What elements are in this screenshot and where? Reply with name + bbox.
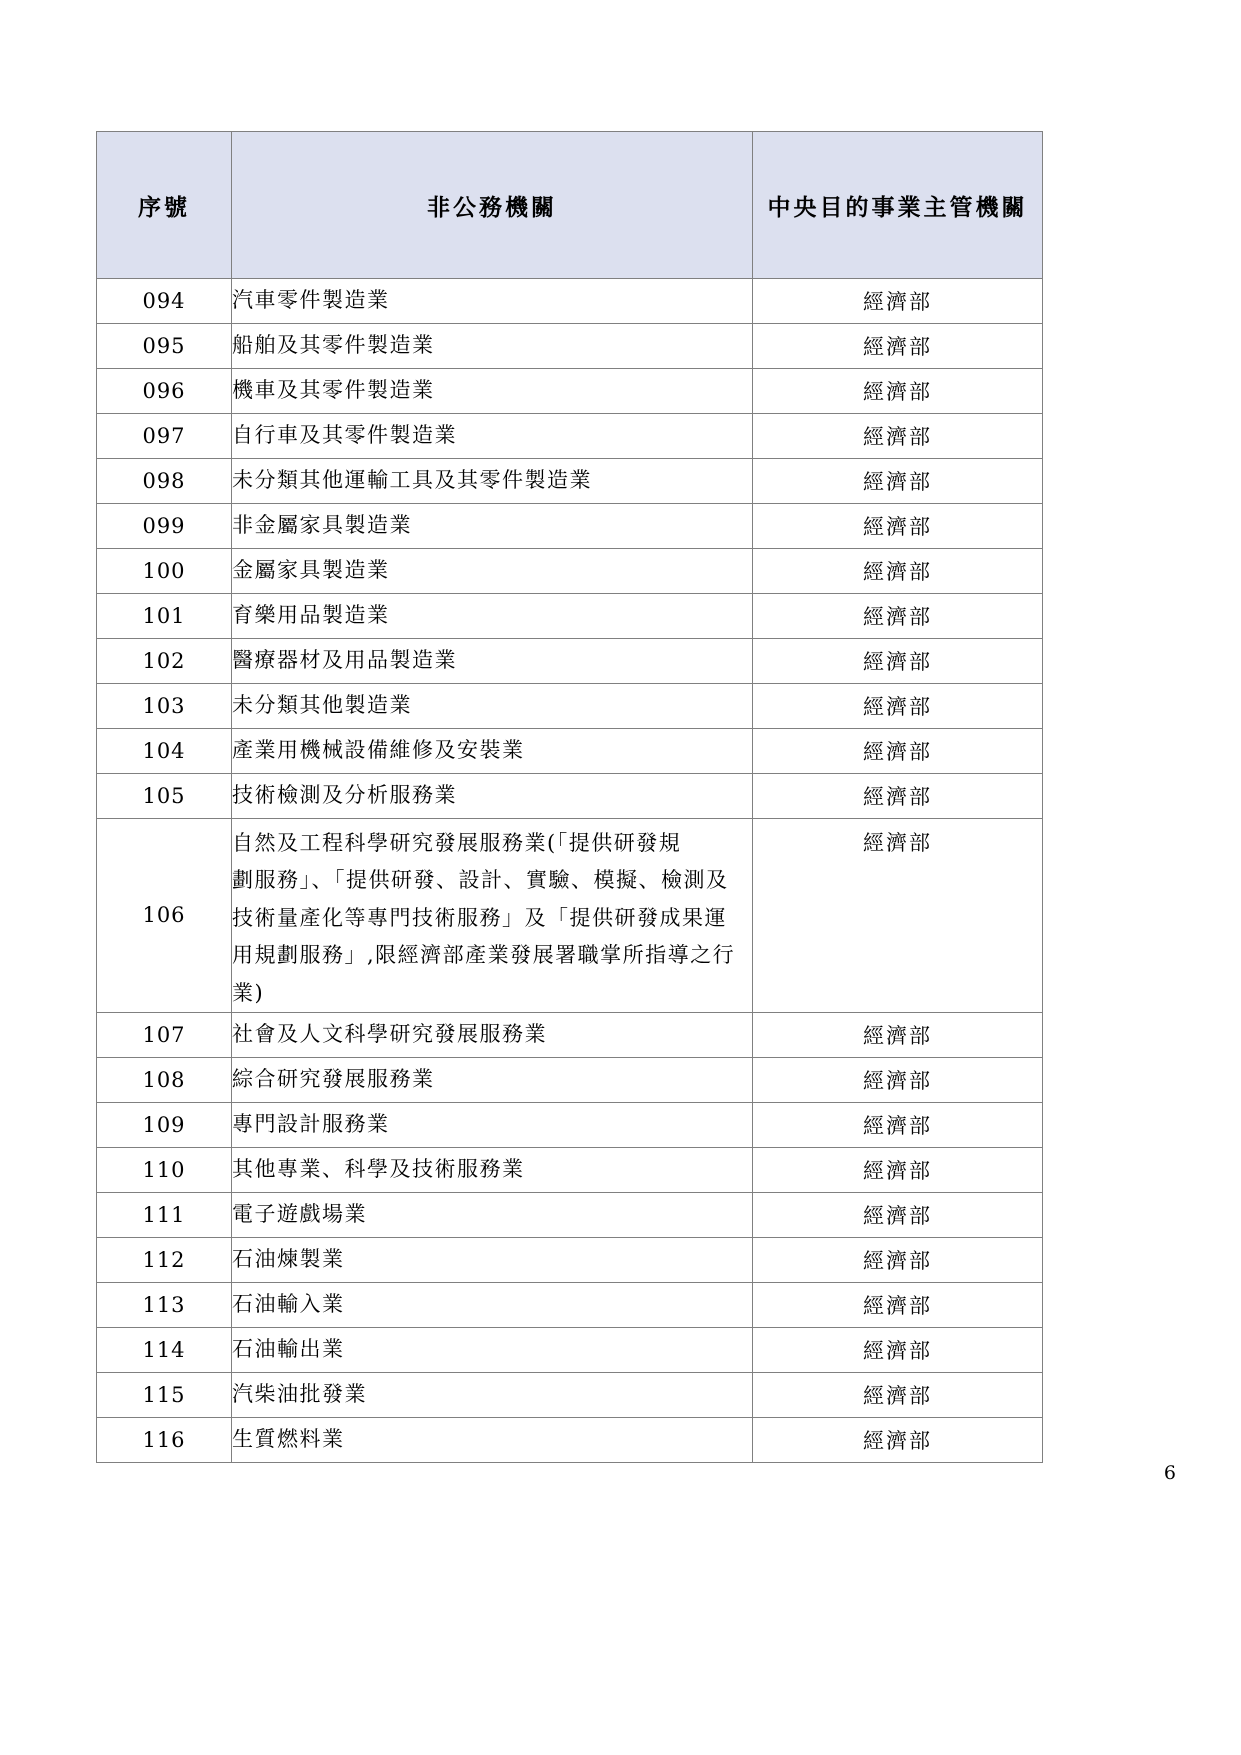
cell-organization: 機車及其零件製造業 — [232, 369, 753, 414]
cell-authority: 經濟部 — [753, 819, 1043, 1013]
cell-authority: 經濟部 — [753, 729, 1043, 774]
cell-authority: 經濟部 — [753, 1327, 1043, 1372]
table-row — [97, 1327, 1043, 1372]
cell-organization: 未分類其他製造業 — [232, 684, 753, 729]
cell-organization: 非金屬家具製造業 — [232, 504, 753, 549]
table-row — [97, 1057, 1043, 1102]
cell-authority: 經濟部 — [753, 1192, 1043, 1237]
cell-authority: 經濟部 — [753, 1102, 1043, 1147]
table-row — [97, 549, 1043, 594]
cell-organization: 綜合研究發展服務業 — [232, 1057, 753, 1102]
column-header-organization: 非公務機關 — [232, 132, 753, 279]
cell-organization: 未分類其他運輸工具及其零件製造業 — [232, 459, 753, 504]
cell-organization: 技術檢測及分析服務業 — [232, 774, 753, 819]
cell-sequence: 099 — [97, 504, 232, 549]
cell-sequence: 110 — [97, 1147, 232, 1192]
cell-authority: 經濟部 — [753, 549, 1043, 594]
cell-sequence: 104 — [97, 729, 232, 774]
cell-authority: 經濟部 — [753, 1372, 1043, 1417]
cell-sequence: 095 — [97, 324, 232, 369]
cell-sequence: 108 — [97, 1057, 232, 1102]
cell-sequence: 112 — [97, 1237, 232, 1282]
table-container — [96, 131, 1042, 1463]
table-header — [97, 132, 1043, 279]
cell-sequence: 114 — [97, 1327, 232, 1372]
cell-organization: 其他專業、科學及技術服務業 — [232, 1147, 753, 1192]
table-row — [97, 1372, 1043, 1417]
organization-text-line: 業) — [232, 980, 265, 1005]
table-row — [97, 324, 1043, 369]
column-header-authority: 中央目的事業主管機關 — [753, 132, 1043, 279]
cell-authority: 經濟部 — [753, 414, 1043, 459]
cell-authority: 經濟部 — [753, 594, 1043, 639]
cell-sequence: 103 — [97, 684, 232, 729]
organization-text-line: 自然及工程科學研究發展服務業(「提供研發規 — [232, 831, 682, 855]
cell-organization: 石油煉製業 — [232, 1237, 753, 1282]
cell-organization: 專門設計服務業 — [232, 1102, 753, 1147]
cell-sequence: 100 — [97, 549, 232, 594]
cell-sequence: 107 — [97, 1012, 232, 1057]
cell-sequence: 102 — [97, 639, 232, 684]
page-number: 6 — [1163, 1462, 1176, 1484]
table-row — [97, 1012, 1043, 1057]
cell-organization: 金屬家具製造業 — [232, 549, 753, 594]
cell-organization — [232, 819, 753, 1013]
cell-authority: 經濟部 — [753, 774, 1043, 819]
cell-sequence: 111 — [97, 1192, 232, 1237]
table-row — [97, 459, 1043, 504]
table-row — [97, 594, 1043, 639]
cell-organization: 社會及人文科學研究發展服務業 — [232, 1012, 753, 1057]
table-row — [97, 1102, 1043, 1147]
table-row — [97, 369, 1043, 414]
table-row — [97, 1192, 1043, 1237]
cell-sequence: 101 — [97, 594, 232, 639]
table-row — [97, 729, 1043, 774]
cell-organization: 石油輸出業 — [232, 1327, 753, 1372]
cell-authority: 經濟部 — [753, 324, 1043, 369]
organization-text-line: 用規劃服務」,限經濟部產業發展署職掌所指導之行 — [232, 943, 736, 968]
table-row — [97, 684, 1043, 729]
cell-sequence: 106 — [97, 819, 232, 1013]
organization-text-line: 技術量產化等專門技術服務」及「提供研發成果運 — [232, 905, 727, 930]
table-row — [97, 774, 1043, 819]
cell-authority: 經濟部 — [753, 1282, 1043, 1327]
cell-authority: 經濟部 — [753, 684, 1043, 729]
cell-organization: 汽柴油批發業 — [232, 1372, 753, 1417]
cell-authority: 經濟部 — [753, 459, 1043, 504]
table-body — [97, 279, 1043, 1463]
table-row — [97, 1417, 1043, 1462]
cell-authority: 經濟部 — [753, 1237, 1043, 1282]
table-header-row — [97, 132, 1043, 279]
cell-sequence: 096 — [97, 369, 232, 414]
table-row — [97, 1237, 1043, 1282]
cell-organization: 石油輸入業 — [232, 1282, 753, 1327]
cell-sequence: 115 — [97, 1372, 232, 1417]
cell-authority: 經濟部 — [753, 369, 1043, 414]
table-row — [97, 414, 1043, 459]
cell-organization: 生質燃料業 — [232, 1417, 753, 1462]
cell-organization: 產業用機械設備維修及安裝業 — [232, 729, 753, 774]
table-row — [97, 639, 1043, 684]
cell-organization: 醫療器材及用品製造業 — [232, 639, 753, 684]
cell-authority: 經濟部 — [753, 639, 1043, 684]
table-row — [97, 279, 1043, 324]
cell-sequence: 105 — [97, 774, 232, 819]
cell-authority: 經濟部 — [753, 1012, 1043, 1057]
cell-sequence: 113 — [97, 1282, 232, 1327]
cell-sequence: 116 — [97, 1417, 232, 1462]
cell-sequence: 094 — [97, 279, 232, 324]
cell-organization: 電子遊戲場業 — [232, 1192, 753, 1237]
cell-sequence: 098 — [97, 459, 232, 504]
table-row — [97, 504, 1043, 549]
table-row — [97, 819, 1043, 1013]
cell-organization: 自行車及其零件製造業 — [232, 414, 753, 459]
column-header-sequence: 序號 — [97, 132, 232, 279]
cell-organization: 船舶及其零件製造業 — [232, 324, 753, 369]
table-row — [97, 1147, 1043, 1192]
cell-organization: 汽車零件製造業 — [232, 279, 753, 324]
cell-authority: 經濟部 — [753, 279, 1043, 324]
cell-sequence: 097 — [97, 414, 232, 459]
table-row — [97, 1282, 1043, 1327]
non-government-agency-table — [96, 131, 1043, 1463]
cell-organization: 育樂用品製造業 — [232, 594, 753, 639]
cell-authority: 經濟部 — [753, 1417, 1043, 1462]
organization-text-line: 劃服務」、「提供研發、設計、實驗、模擬、檢測及 — [232, 868, 729, 893]
cell-authority: 經濟部 — [753, 504, 1043, 549]
cell-authority: 經濟部 — [753, 1057, 1043, 1102]
cell-sequence: 109 — [97, 1102, 232, 1147]
cell-authority: 經濟部 — [753, 1147, 1043, 1192]
